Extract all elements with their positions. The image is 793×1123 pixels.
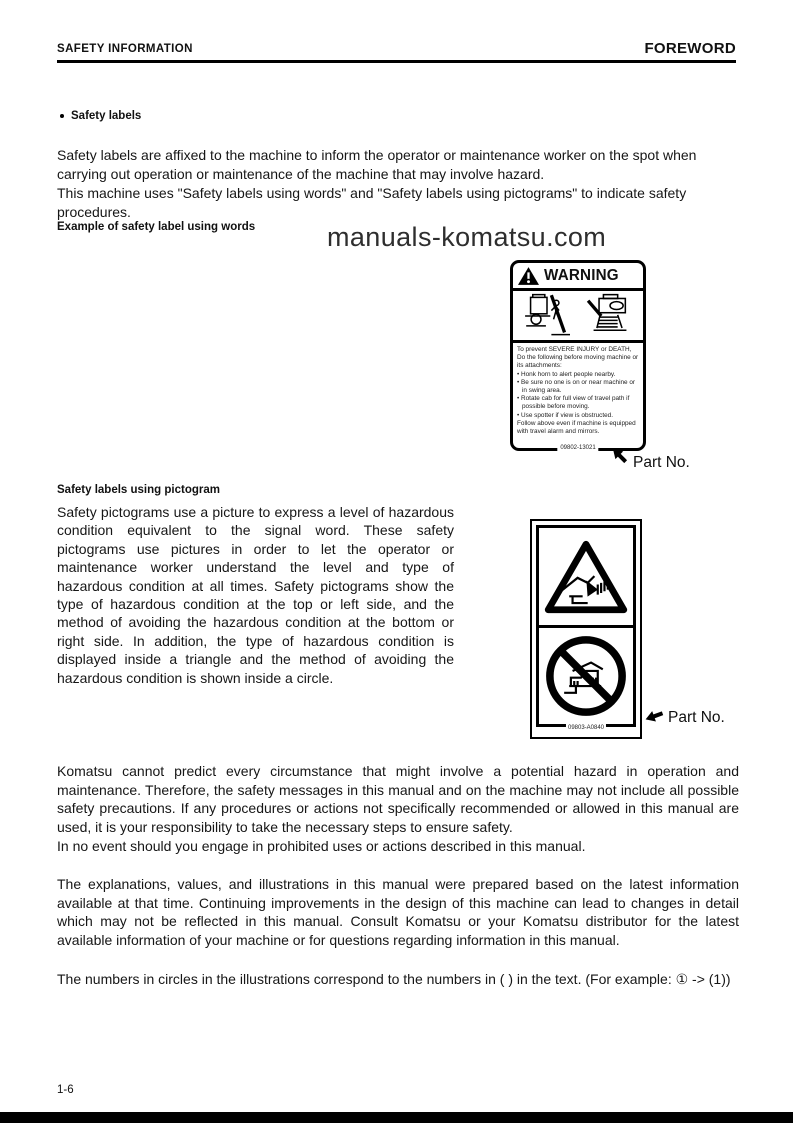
part-no-callout-words-label [610, 447, 690, 472]
warning-label [510, 260, 646, 451]
header-left-title: SAFETY INFORMATION [57, 43, 193, 55]
warning-bullet-item: • Honk horn to alert people nearby. [517, 371, 639, 379]
pictogram-label-avoidance-cell [539, 628, 633, 724]
tipover-hazard-pictogram-icon [518, 293, 576, 339]
bullet-item-label: Safety labels [71, 110, 142, 122]
warning-outro-text: Follow above even if machine is equipped with travel alarm and mirrors. [517, 419, 636, 436]
intro-paragraph-line: This machine uses "Safety labels using words" and "Safety labels using pictograms" to indicate safety procedures. [57, 185, 687, 220]
disclaimer-paragraph-text: Komatsu cannot predict every circumstance that might involve a potential hazard in operation and maintenance. Therefore, the safety messages in this manual and on the machine may not include all possible safety precautions. If any procedures or actions not specifically recommended or allowed in this manual are used, it is your responsibility to take the necessary steps to ensure safety. [57, 763, 739, 836]
part-no-caption: Part No. [633, 454, 690, 471]
warning-label-header [513, 263, 643, 288]
watermark: manuals-komatsu.com [327, 222, 607, 252]
intro-paragraph [57, 146, 739, 222]
pictogram-paragraph: Safety pictograms use a picture to express a level of hazardous condition equivalent to the signal word. These safety pictograms use pictures in order to let the operator or maintenance worker understand the level and type of hazardous condition at all times. Safety pictograms show the type of hazardous condition at the top or left side, and the method of avoiding the hazardous condition at the bottom or right side. In addition, the type of hazardous condition is displayed inside a triangle and the method of avoiding the hazardous condition is shown inside a circle. [57, 504, 454, 686]
page-number: 1-6 [57, 1084, 74, 1096]
pictogram-part-number: 09803-A0840 [567, 725, 605, 731]
intro-paragraph-line: Safety labels are affixed to the machine to inform the operator or maintenance worker on the spot when carrying out operation or maintenance of the machine that may involve hazard. [57, 147, 697, 182]
part-no-arrow-icon [645, 707, 665, 725]
part-no-callout-pictogram-label [645, 707, 725, 727]
numbers-note: The numbers in circles in the illustrations correspond to the numbers in ( ) in the text. (For example: ① -> (1)) [57, 971, 731, 987]
crush-hazard-triangle-icon [544, 539, 628, 615]
part-no-caption: Part No. [668, 709, 725, 726]
warning-body-text [513, 343, 643, 436]
warning-intro-text: To prevent SEVERE INJURY or DEATH, Do the following before moving machine or its attachments: [517, 346, 639, 370]
header-rule [57, 60, 736, 63]
warning-triangle-icon [518, 267, 539, 285]
pictogram-label-hazard-cell [539, 528, 633, 625]
revision-paragraph: The explanations, values, and illustrations in this manual were prepared based on the latest information available at that time. Continuing improvements in the design of this machine can lead to changes in detail which may not be reflected in this manual. Consult Komatsu or your Komatsu distributor for the latest available information of your machine or for questions regarding information in this manual. [57, 876, 739, 949]
prohibition-circle-icon [544, 634, 628, 718]
part-no-arrow-icon [610, 447, 630, 465]
warning-bullet-item: • Be sure no one is on or near machine or in swing area. [517, 379, 639, 395]
pictogram-label-inner [536, 525, 636, 727]
bottom-edge-bar [0, 1112, 793, 1123]
disclaimer-paragraph [57, 762, 739, 856]
header-right-title: FOREWORD [644, 40, 736, 57]
warning-bullet-item: • Use spotter if view is obstructed. [517, 412, 639, 420]
disclaimer-paragraph-text: In no event should you engage in prohibited uses or actions described in this manual. [57, 837, 586, 854]
swing-hazard-pictogram-icon [581, 293, 639, 339]
bullet-item [60, 110, 141, 122]
warning-bullet-item: • Rotate cab for full view of travel path if possible before moving. [517, 395, 639, 411]
pictogram-label [530, 519, 642, 739]
bullet-icon [60, 114, 64, 118]
warning-signal-word: WARNING [544, 266, 619, 284]
pictogram-heading: Safety labels using pictogram [57, 484, 220, 496]
warning-part-number: 09802-13021 [557, 444, 598, 452]
example-heading: Example of safety label using words [57, 221, 256, 233]
warning-label-pictograms [513, 291, 643, 340]
